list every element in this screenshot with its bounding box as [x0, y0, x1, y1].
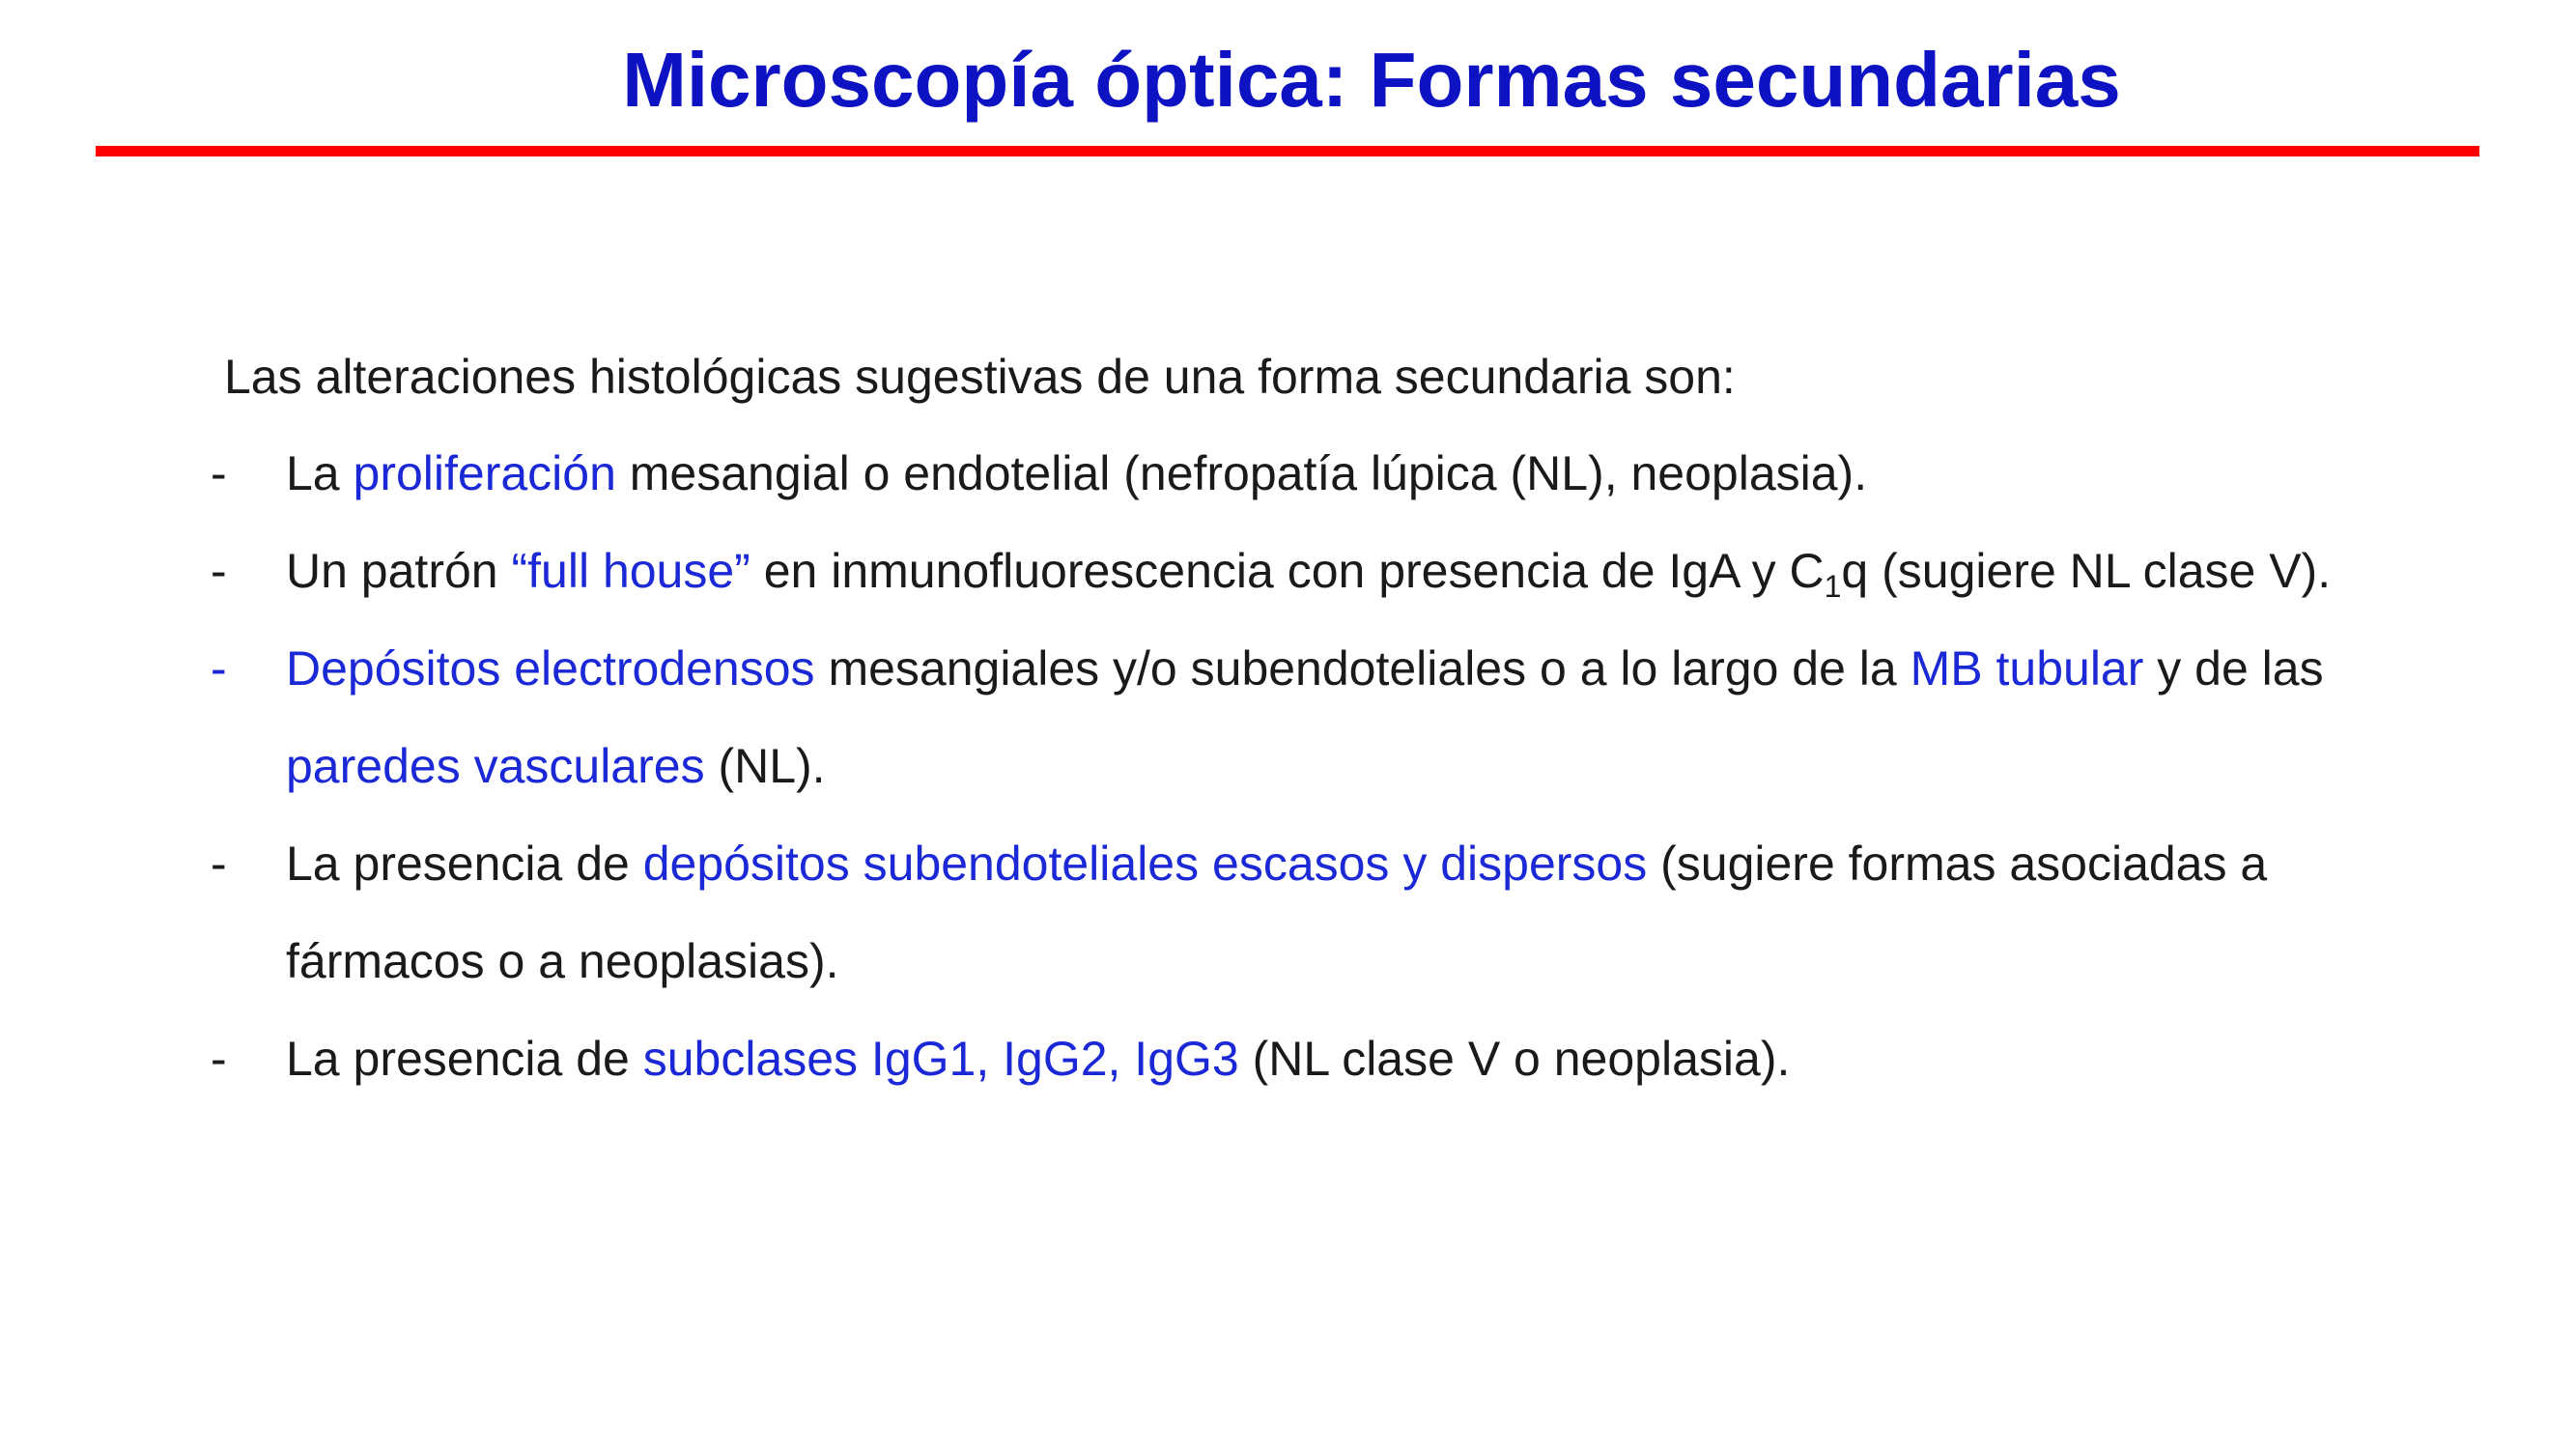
bullet-2-text-c: en inmunofluorescencia con presencia de IgA y C [750, 544, 1825, 598]
bullet-4-line-1 [286, 830, 2267, 897]
bullet-2-text-a: Un patrón [286, 544, 512, 598]
intro-text: Las alteraciones histológicas sugestivas de una forma secundaria son: [224, 350, 1736, 404]
bullet-4-text-c: (sugiere formas asociadas a [1647, 837, 2268, 891]
bullet-2-highlight: “full house” [511, 544, 750, 598]
bullet-1-text-a: La [286, 446, 354, 500]
bullet-2-text-d: q (sugiere NL clase V). [1841, 544, 2332, 598]
bullet-3-highlight-e: paredes vasculares [286, 739, 705, 793]
bullet-4-text-a: La presencia de [286, 837, 643, 891]
bullet-3-highlight-a: Depósitos electrodensos [286, 641, 815, 696]
bullet-3-line-1 [286, 635, 2324, 702]
slide-title: Microscopía óptica: Formas secundarias [622, 37, 2121, 123]
bullet-5-line-1 [286, 1025, 1790, 1093]
bullet-3-highlight-c: MB tubular [1910, 641, 2144, 696]
bullet-5-highlight: subclases IgG1, IgG2, IgG3 [642, 1032, 1239, 1086]
bullet-marker: - [211, 544, 227, 598]
bullet-3-text-b: mesangiales y/o subendoteliales o a lo largo de la [814, 641, 1911, 696]
bullet-2-subscript: 1 [1824, 569, 1842, 604]
bullet-1-text-c: mesangial o endotelial (nefropatía lúpica (NL), neoplasia). [615, 446, 1868, 500]
bullet-5-text-c: (NL clase V o neoplasia). [1238, 1032, 1791, 1086]
bullet-4-line-2 [286, 927, 839, 995]
bullet-marker: - [211, 446, 227, 500]
bullet-1-highlight: proliferación [353, 446, 616, 500]
bullet-marker: - [211, 837, 227, 891]
bullet-3-text-d: y de las [2143, 641, 2324, 696]
bullet-marker: - [211, 1032, 227, 1086]
bullet-4-highlight: depósitos subendoteliales escasos y dispersos [642, 837, 1648, 891]
bullet-marker: - [211, 641, 227, 696]
bullet-5-text-a: La presencia de [286, 1032, 643, 1086]
bullet-3-line-2 [286, 732, 826, 800]
bullet-3-text-f: (NL). [704, 739, 826, 793]
bullet-2-line-1 [286, 537, 2331, 605]
bullet-1-line-1 [286, 440, 1867, 507]
bullet-4-text-d: fármacos o a neoplasias). [286, 934, 839, 988]
